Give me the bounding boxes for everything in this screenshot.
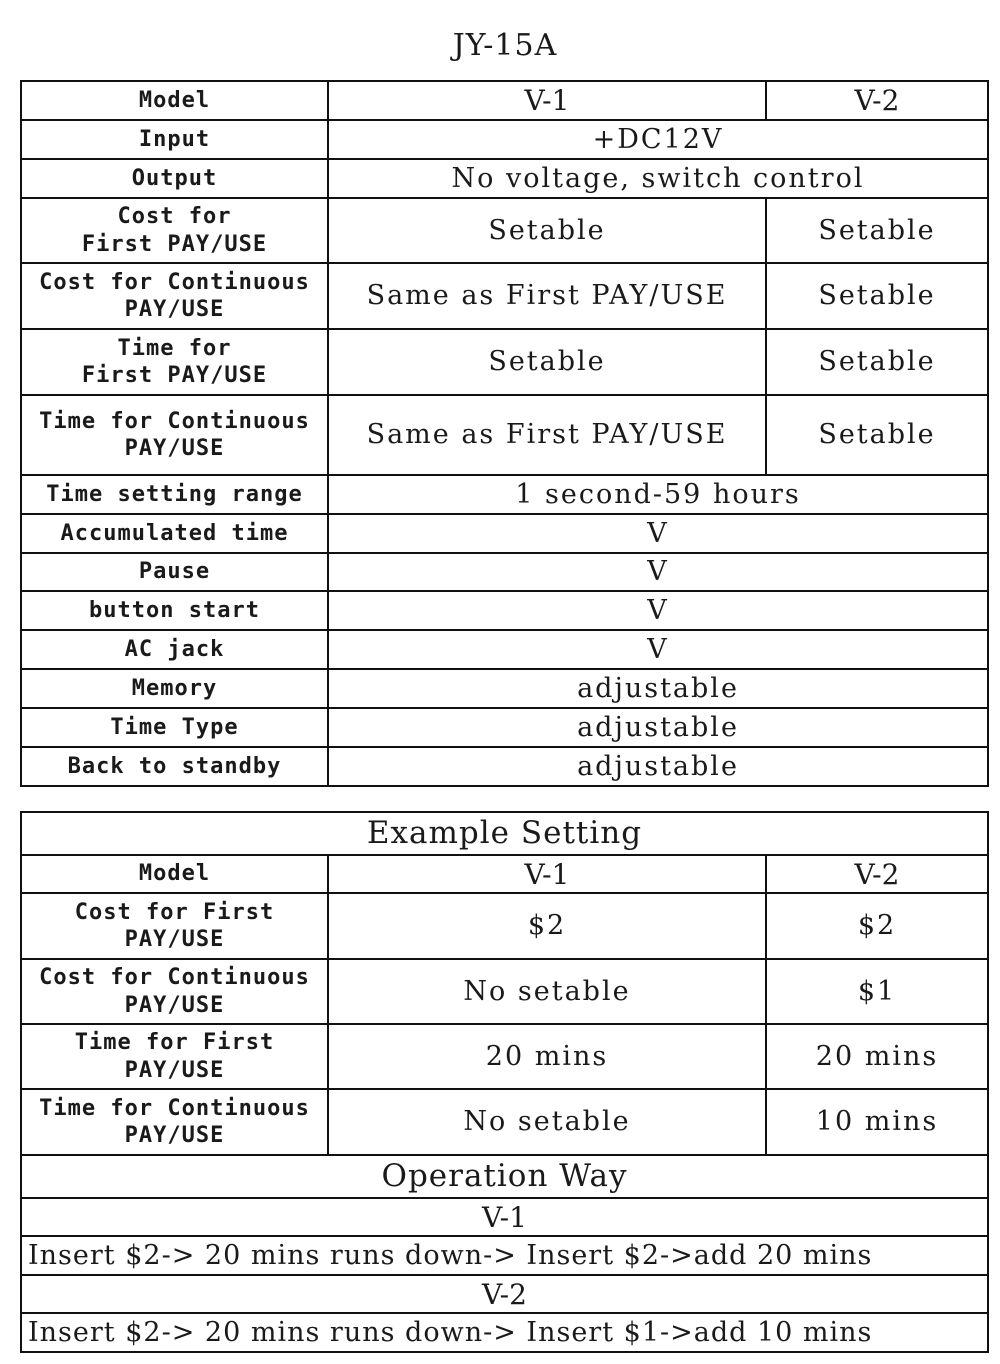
row-label [21,263,328,329]
table-row [21,1024,988,1089]
table-row [21,1236,988,1275]
table-row [21,893,988,959]
table-row [21,630,988,669]
table-row [21,1313,988,1352]
row-value: No voltage, switch control [328,159,988,198]
row-label-line: First PAY/USE [81,231,268,257]
row-label-line: Cost for Continuous [39,269,310,295]
v2-value: $2 [766,893,988,959]
row-label-line: Time for Continuous [39,408,310,434]
v1-value: No setable [328,1089,766,1155]
table-row [21,1275,988,1313]
table-row [21,591,988,630]
v1-value: 20 mins [328,1024,766,1089]
table-row [21,120,988,159]
row-label [21,893,328,959]
table-row [21,81,988,120]
row-label-line: PAY/USE [124,436,225,461]
spec-table [20,80,989,787]
v1-value: No setable [328,959,766,1024]
row-value: V [328,630,988,669]
row-label [21,395,328,475]
row-label: Input [21,120,328,159]
v2-header: V-2 [766,855,988,893]
v1-value: Same as First PAY/USE [328,395,766,475]
table-row [21,329,988,395]
row-label: Pause [21,553,328,591]
example-setting-title: Example Setting [21,812,988,855]
row-label [21,329,328,395]
v2-value: 20 mins [766,1024,988,1089]
row-label-line: PAY/USE [124,1057,225,1083]
v2-value: Setable [766,329,988,395]
table-row [21,1198,988,1236]
row-label: Accumulated time [21,514,328,553]
v1-value: Setable [328,198,766,263]
model-header: Model [21,81,328,120]
page-title: JY-15A [452,28,558,63]
row-label-line: PAY/USE [124,927,225,952]
row-value: adjustable [328,669,988,708]
v1-operation-title: V-1 [21,1198,988,1236]
row-value: V [328,591,988,630]
table-row [21,669,988,708]
row-label: Time Type [21,708,328,747]
row-value: +DC12V [328,120,988,159]
row-value: 1 second-59 hours [328,475,988,514]
row-label-line: Time for Continuous [39,1095,310,1121]
v1-value: $2 [328,893,766,959]
table-row [21,812,988,855]
v2-operation-text: Insert $2-> 20 mins runs down-> Insert $1->add 10 mins [21,1313,988,1352]
v1-value: Same as First PAY/USE [328,263,766,329]
v2-value: Setable [766,198,988,263]
row-label: Memory [21,669,328,708]
row-label: Back to standby [21,747,328,786]
row-label-line: Time for [117,335,232,361]
row-label: Output [21,159,328,198]
v1-operation-text: Insert $2-> 20 mins runs down-> Insert $2->add 20 mins [21,1236,988,1275]
row-value: V [328,514,988,553]
row-label-line: Time for First [74,1030,275,1055]
row-value: V [328,553,988,591]
row-label-line: First PAY/USE [81,363,268,388]
v2-value: Setable [766,263,988,329]
v2-operation-title: V-2 [21,1275,988,1313]
v2-value: Setable [766,395,988,475]
example-table [20,811,989,1353]
row-label: AC jack [21,630,328,669]
table-row [21,959,988,1024]
row-value: adjustable [328,708,988,747]
v1-header: V-1 [328,855,766,893]
v2-value: 10 mins [766,1089,988,1155]
row-label [21,1089,328,1155]
row-label-line: Cost for Continuous [39,965,310,990]
row-label-line: PAY/USE [124,992,225,1018]
table-row [21,263,988,329]
table-row [21,475,988,514]
table-row [21,395,988,475]
v1-header: V-1 [328,81,766,120]
row-label: button start [21,591,328,630]
table-row [21,747,988,786]
row-label [21,1024,328,1089]
row-value: adjustable [328,747,988,786]
table-row [21,198,988,263]
row-label [21,959,328,1024]
row-label-line: Cost for First [74,899,275,925]
operation-way-title: Operation Way [21,1155,988,1198]
table-row [21,1155,988,1198]
table-row [21,1089,988,1155]
row-label [21,198,328,263]
row-label-line: Cost for [117,204,232,229]
v2-header: V-2 [766,81,988,120]
table-row [21,708,988,747]
table-row [21,514,988,553]
table-row [21,553,988,591]
model-header: Model [21,855,328,893]
row-label-line: PAY/USE [124,1123,225,1148]
row-label: Time setting range [21,475,328,514]
table-row [21,855,988,893]
v1-value: Setable [328,329,766,395]
row-label-line: PAY/USE [124,297,225,322]
v2-value: $1 [766,959,988,1024]
table-row [21,159,988,198]
